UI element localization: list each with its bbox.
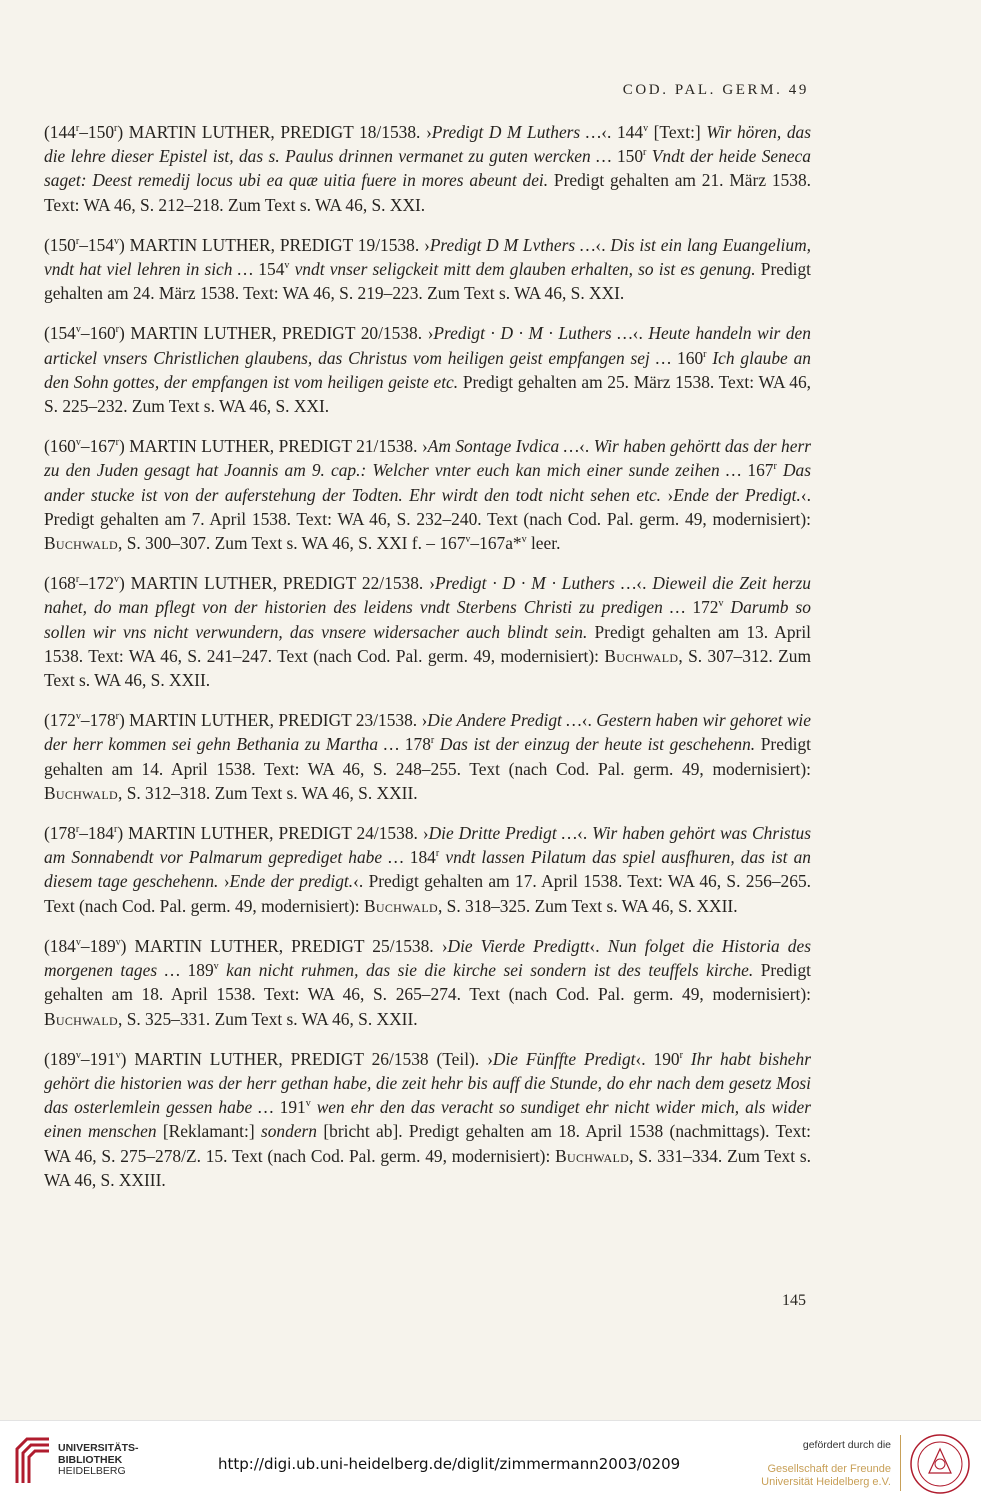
running-head: COD. PAL. GERM. 49 <box>622 82 809 98</box>
library-name <box>58 1443 139 1478</box>
page-number: 145 <box>782 1292 806 1309</box>
footer-divider <box>900 1435 901 1491</box>
catalog-entries <box>44 120 811 1208</box>
sponsor-name-line1: Gesellschaft der Freunde <box>767 1463 891 1475</box>
library-name-line3: HEIDELBERG <box>58 1465 126 1477</box>
catalog-entry: (178$^r$–184$^r$) MARTIN LUTHER, PREDIGT 24/1538. ›Die Dritte Predigt …‹. Wir haben gehört was Christus am Sonnabendt vor Palmarum geprediget habe … 184$^r$ vndt lassen Pilatum das spiel ausfhuren, das ist an diesem tage geschehenn. ›Ende der predigt.‹. Predigt gehalten am 17. April 1538. Text: WA 46, S. 256–265. Text (nach Cod. Pal. germ. 49, modernisiert): Buchwald, S. 318–325. Zum Text s. WA 46, S. XXII. <box>44 823 811 916</box>
catalog-entry: (154$^v$–160$^r$) MARTIN LUTHER, PREDIGT 20/1538. ›Predigt · D · M · Luthers …‹. Heute handeln wir den artickel vnsers Christlichen glaubens, das Christus vom heiligen geist empfangen sej … 160$^r$ Ich glaube an den Sohn gottes, der empfangen ist vom heiligen geiste etc. Predigt gehalten am 25. März 1538. Text: WA 46, S. 225–232. Zum Text s. WA 46, S. XXI. <box>44 323 812 417</box>
university-seal-icon <box>909 1433 971 1495</box>
library-name-line1: UNIVERSITÄTS- <box>58 1442 139 1454</box>
catalog-entry: (160$^v$–167$^r$) MARTIN LUTHER, PREDIGT 21/1538. ›Am Sontage Ivdica …‹. Wir haben gehörtt das der herr zu den Juden gesagt hat Joannis am 9. cap.: Welcher vnter euch kan mich einer sunde zeihen … 167$^r$ Das ander stucke ist von der auferstehung der Todten. Ehr wirdt den todt nicht sehen etc. ›Ende der Predigt.‹. Predigt gehalten am 7. April 1538. Text: WA 46, S. 232–240. Text (nach Cod. Pal. germ. 49, modernisiert): Buchwald, S. 300–307. Zum Text s. WA 46, S. XXI f. – 167$^v$–167a*$^v$ leer. <box>44 436 812 554</box>
viewer-footer <box>0 1420 981 1503</box>
catalog-entry: (189$^v$–191$^v$) MARTIN LUTHER, PREDIGT 26/1538 (Teil). ›Die Fünffte Predigt‹. 190$^r$ Ihr habt bishehr gehört die historien was der herr gethan habe, die zeit hehr bis auff die Stunde, do ehr nach dem gesetz Mosi das osterlemlein gessen habe … 191$^v$ wen ehr den das veracht so sundiget ehr nicht wider mich, als wider einen menschen [Reklamant:] sondern [bricht ab]. Predigt gehalten am 18. April 1538 (nachmittags). Text: WA 46, S. 275–278/Z. 15. Text (nach Cod. Pal. germ. 49, modernisiert): Buchwald, S. 331–334. Zum Text s. WA 46, S. XXIII. <box>44 1048 811 1190</box>
catalog-entry: (172$^v$–178$^r$) MARTIN LUTHER, PREDIGT 23/1538. ›Die Andere Predigt …‹. Gestern haben wir gehoret wie der herr kommen sei gehn Bethania zu Martha … 178$^r$ Das ist der einzug der heute ist geschehenn. Predigt gehalten am 14. April 1538. Text: WA 46, S. 248–255. Text (nach Cod. Pal. germ. 49, modernisiert): Buchwald, S. 312–318. Zum Text s. WA 46, S. XXII. <box>44 710 811 803</box>
sponsor-label: gefördert durch die <box>802 1439 891 1451</box>
library-name-line2: BIBLIOTHEK <box>58 1453 123 1466</box>
sponsor-name-line2: Universität Heidelberg e.V. <box>761 1476 891 1488</box>
catalog-entry: (184$^v$–189$^v$) MARTIN LUTHER, PREDIGT 25/1538. ›Die Vierde Predigtt‹. Nun folget die Historia des morgenen tages … 189$^v$ kan nicht ruhmen, das sie die kirche sei sondern ist des teuffels kirche. Predigt gehalten am 18. April 1538. Text: WA 46, S. 265–274. Text (nach Cod. Pal. germ. 49, modernisiert): Buchwald, S. 325–331. Zum Text s. WA 46, S. XXII. <box>44 935 811 1029</box>
sponsor-block <box>761 1439 891 1489</box>
catalog-entry: (144$^r$–150$^r$) MARTIN LUTHER, PREDIGT 18/1538. ›Predigt D M Luthers …‹. 144$^v$ [Text:] Wir hören, das die lehre dieser Epistel ist, das s. Paulus drinnen vermanet zu guten wercken … 150$^r$ Vndt der heide Seneca saget: Deest remedij locus ubi ea quæ uitia fuere in mores abeunt dei. Predigt gehalten am 21. März 1538. Text: WA 46, S. 212–218. Zum Text s. WA 46, S. XXI. <box>44 122 811 215</box>
catalog-entry: (150$^r$–154$^v$) MARTIN LUTHER, PREDIGT 19/1538. ›Predigt D M Lvthers …‹. Dis ist ein lang Euangelium, vndt hat viel lehren in sich … 154$^v$ vndt vnser seligckeit mitt dem glauben erhalten, so ist es genung. Predigt gehalten am 24. März 1538. Text: WA 46, S. 219–223. Zum Text s. WA 46, S. XXI. <box>44 234 812 304</box>
catalog-entry: (168$^r$–172$^v$) MARTIN LUTHER, PREDIGT 22/1538. ›Predigt · D · M · Luthers …‹. Dieweil die Zeit herzu nahet, do man pflegt von der historien des leidens vndt Sterbens Christi zu predigen … 172$^v$ Darumb so sollen wir vns nicht verwundern, das vnsere widersacher auch blindt sein. Predigt gehalten am 13. April 1538. Text: WA 46, S. 241–247. Text (nach Cod. Pal. germ. 49, modernisiert): Buchwald, S. 307–312. Zum Text s. WA 46, S. XXII. <box>44 573 811 691</box>
library-logo-icon <box>13 1435 53 1487</box>
permalink-url[interactable]: http://digi.ub.uni-heidelberg.de/diglit/zimmermann2003/0209 <box>218 1455 681 1473</box>
